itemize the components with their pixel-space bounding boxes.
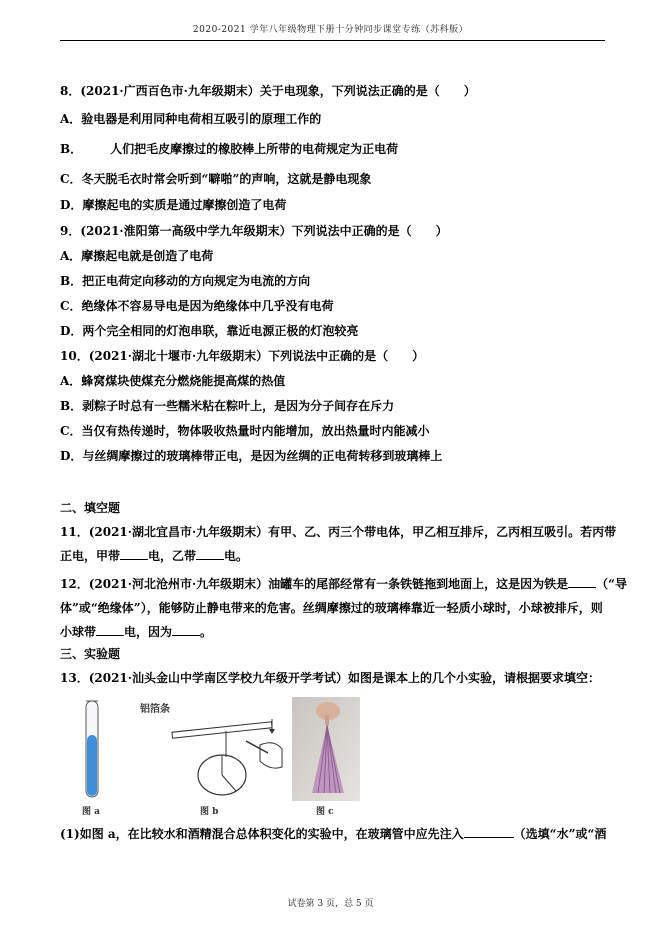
q8-option-a: A．验电器是利用同种电荷相互吸引的原理工作的	[60, 112, 322, 126]
figure-c-photo-image	[292, 697, 360, 801]
q12-blank-2	[96, 623, 124, 636]
q11-text-a: 正电，甲带	[60, 549, 121, 563]
q10-option-d: D．与丝绸摩擦过的玻璃棒带正电，是因为丝绸的正电荷转移到玻璃棒上	[60, 449, 443, 463]
header-divider	[60, 40, 605, 41]
q10-option-b: B．剥粽子时总有一些糯米粘在粽叶上，是因为分子间存在斥力	[60, 399, 395, 413]
q11-blank-2	[196, 547, 224, 560]
q12-text-e: 。	[200, 625, 213, 639]
page-content	[60, 80, 628, 845]
q13-stem: 13．(2021·汕头金山中学南区学校九年级开学考试）如图是课本上的几个小实验，请根据要求填空：	[60, 671, 600, 685]
q13-part1-text-b: （选填“水”或“酒	[513, 827, 607, 841]
q11-text-b: 电，乙带	[148, 549, 197, 563]
figure-b-caption: 铝箔条	[140, 704, 170, 715]
q13-figures	[60, 697, 605, 815]
q8-option-b	[60, 138, 605, 160]
q8-option-c: C．冬天脱毛衣时常会听到“噼啪”的声响，这就是静电现象	[60, 172, 372, 186]
q12-line1	[60, 573, 628, 595]
q10-stem: 10．(2021·湖北十堰市·九年级期末）下列说法中正确的是（ ）	[60, 349, 425, 363]
q9-stem: 9．(2021·淮阳第一高级中学九年级期末）下列说法中正确的是（ ）	[60, 224, 448, 238]
q10-option-c: C．当仅有热传递时，物体吸收热量时内能增加，放出热量时内能减小	[60, 424, 430, 438]
q9-option-d: D．两个完全相同的灯泡串联，靠近电源正极的灯泡较亮	[60, 324, 359, 338]
q11-line2	[60, 545, 605, 567]
q10-option-a: A．蜂窝煤块使煤充分燃烧能提高煤的热值	[60, 374, 286, 388]
q11-text-c: 电。	[224, 549, 249, 563]
section-fill-in-title: 二、填空题	[60, 501, 121, 515]
q8-stem: 8．(2021·广西百色市·九年级期末）关于电现象，下列说法正确的是（ ）	[60, 84, 476, 98]
q12-text-c: 小球带	[60, 625, 97, 639]
figure-a-label: 图 a	[82, 807, 100, 817]
q13-part1-text-a: (1)如图 a，在比较水和酒精混合总体积变化的实验中，在玻璃管中应先注入	[60, 827, 464, 841]
figure-c-label: 图 c	[316, 807, 334, 817]
q9-option-c: C．绝缘体不容易导电是因为绝缘体中几乎没有电荷	[60, 299, 334, 313]
q12-text-a: 12．(2021·河北沧州市·九年级期末）油罐车的尾部经常有一条铁链拖到地面上，这是因为铁是	[60, 577, 569, 591]
page-footer: 试卷第 3 页，总 5 页	[287, 899, 374, 909]
q9-option-a: A．摩擦起电就是创造了电荷	[60, 249, 214, 263]
q11-blank-1	[120, 547, 148, 560]
q13-part1-blank	[464, 825, 514, 838]
q8-option-d: D．摩擦起电的实质是通过摩擦创造了电荷	[60, 198, 287, 212]
q9-option-b: B．把正电荷定向移动的方向规定为电流的方向	[60, 274, 311, 288]
figure-a-glass-tube-image	[74, 697, 114, 815]
q12-blank-1	[568, 575, 596, 588]
q13-part1	[60, 823, 605, 845]
figure-b-label: 图 b	[200, 807, 219, 817]
q12-text-d: 电，因为	[124, 625, 173, 639]
q11-line1: 11．(2021·湖北宜昌市·九年级期末）有甲、乙、丙三个带电体，甲乙相互排斥，乙丙相互吸引。若丙带	[60, 525, 617, 539]
q8-option-b-label: B．	[60, 142, 83, 156]
q12-text-b: （“导	[596, 577, 628, 591]
q12-blank-3	[172, 623, 200, 636]
q12-line2: 体”或“绝缘体”），能够防止静电带来的危害。丝绸摩擦过的玻璃棒靠近一轻质小球时，小球被排斥，则	[60, 601, 603, 615]
q8-option-b-text: 人们把毛皮摩擦过的橡胶棒上所带的电荷规定为正电荷	[110, 142, 399, 156]
section-experiment-title: 三、实验题	[60, 647, 121, 661]
q12-line3	[60, 621, 605, 643]
page-header: 2020-2021 学年八年级物理下册十分钟同步课堂专练（苏科版）	[192, 25, 469, 35]
